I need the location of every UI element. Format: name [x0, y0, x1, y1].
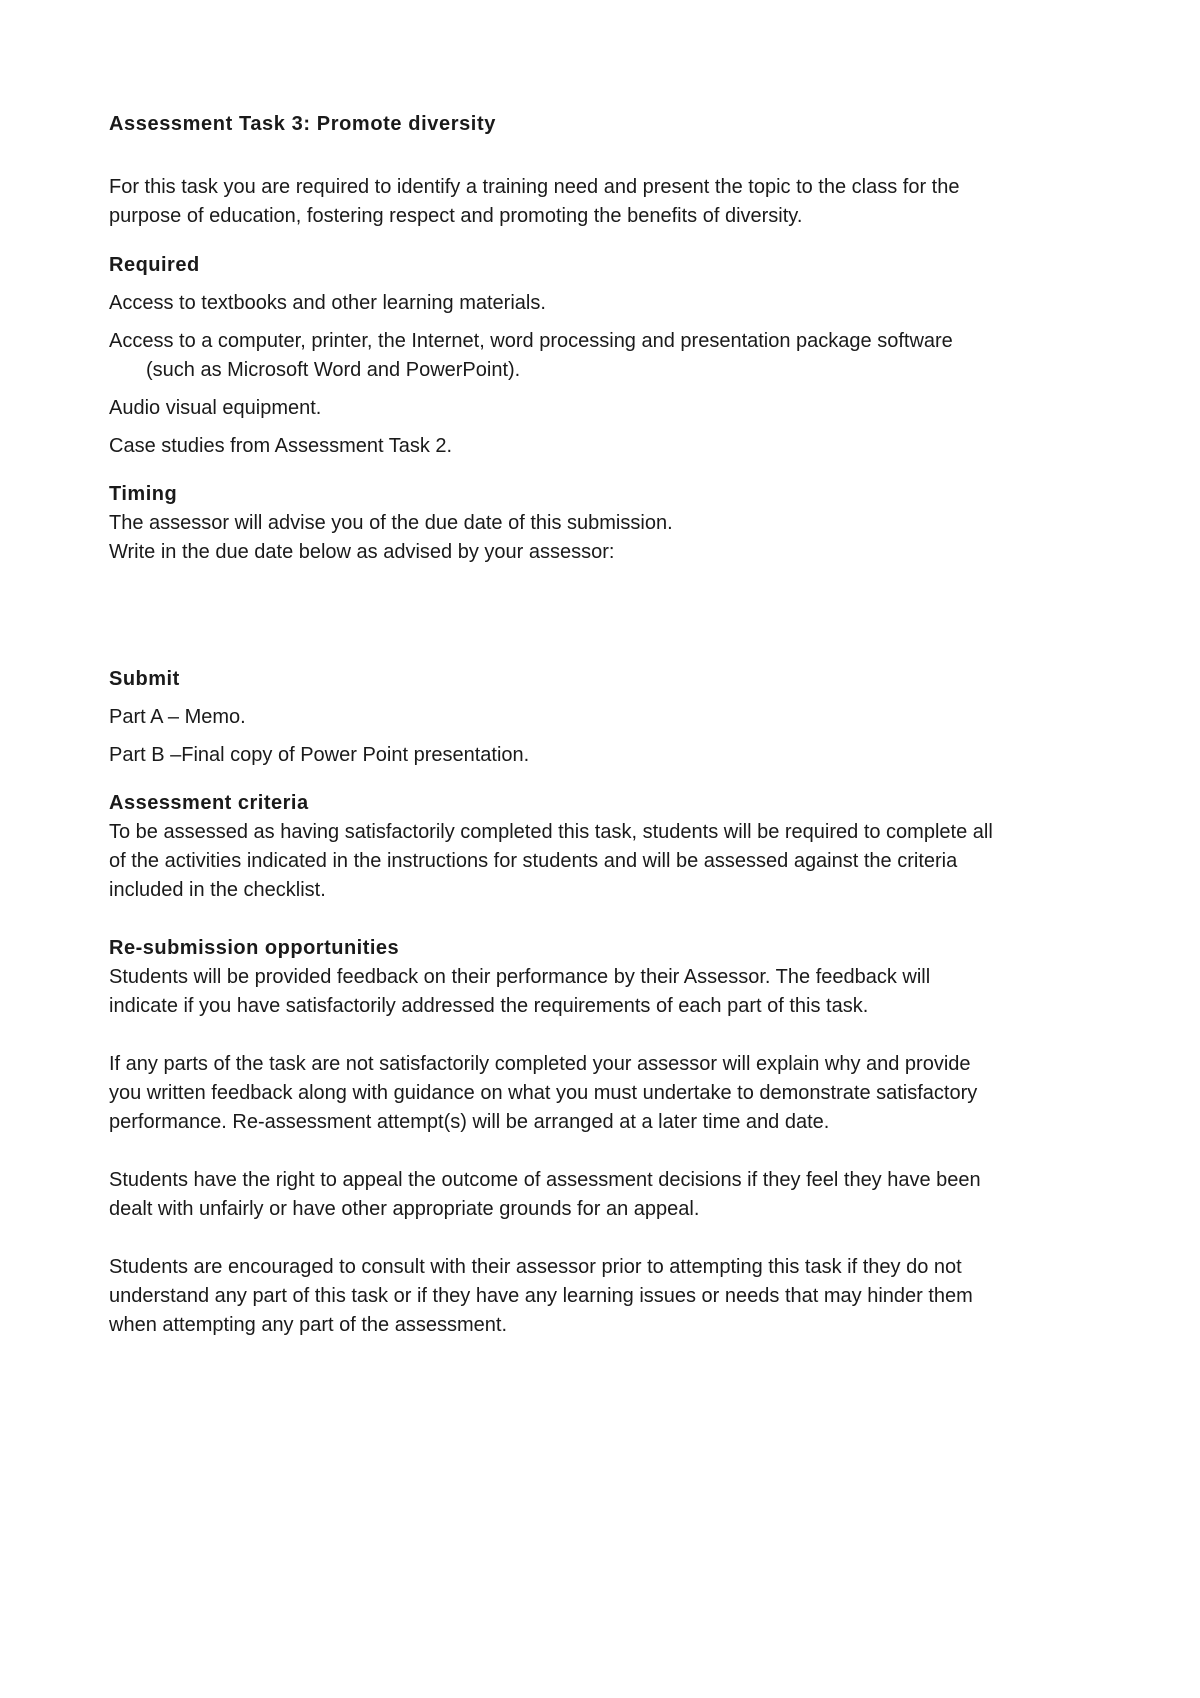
required-heading: Required	[109, 254, 200, 276]
intro-line: purpose of education, fostering respect and promoting the benefits of diversity.	[109, 205, 803, 227]
required-item: Case studies from Assessment Task 2.	[109, 435, 453, 457]
required-item	[109, 327, 1109, 385]
intro-line: For this task you are required to identify a training need and present the topic to the class for the	[109, 176, 960, 198]
resubmission-paragraph	[109, 1253, 1109, 1340]
paragraph-line: understand any part of this task or if they have any learning issues or needs that may hinder them	[109, 1285, 973, 1307]
criteria-line: To be assessed as having satisfactorily completed this task, students will be required to complete all	[109, 821, 993, 843]
timing-heading: Timing	[109, 483, 178, 505]
paragraph-line: Students have the right to appeal the outcome of assessment decisions if they feel they have been	[109, 1169, 981, 1191]
paragraph-line: performance. Re-assessment attempt(s) will be arranged at a later time and date.	[109, 1111, 830, 1133]
criteria-heading: Assessment criteria	[109, 792, 309, 814]
resubmission-heading: Re-submission opportunities	[109, 937, 400, 959]
page-title: Assessment Task 3: Promote diversity	[109, 113, 496, 135]
paragraph-line: indicate if you have satisfactorily addressed the requirements of each part of this task.	[109, 995, 869, 1017]
paragraph-line: you written feedback along with guidance on what you must undertake to demonstrate satisfactory	[109, 1082, 978, 1104]
resubmission-section	[109, 934, 1109, 1340]
timing-line: The assessor will advise you of the due date of this submission.	[109, 512, 673, 534]
required-item-continuation: (such as Microsoft Word and PowerPoint).	[146, 359, 521, 381]
resubmission-paragraph	[109, 1166, 1109, 1224]
document-content	[109, 110, 1109, 1340]
criteria-section	[109, 789, 1109, 905]
paragraph-line: when attempting any part of the assessment.	[109, 1314, 507, 1336]
paragraph-line: dealt with unfairly or have other appropriate grounds for an appeal.	[109, 1198, 700, 1220]
required-item: Access to textbooks and other learning materials.	[109, 292, 546, 314]
submit-item: Part A – Memo.	[109, 706, 246, 728]
timing-section	[109, 480, 1109, 567]
submit-heading: Submit	[109, 668, 180, 690]
required-item-text: Access to a computer, printer, the Internet, word processing and presentation package software	[109, 330, 953, 352]
paragraph-line: Students will be provided feedback on their performance by their Assessor. The feedback will	[109, 966, 931, 988]
timing-line: Write in the due date below as advised by your assessor:	[109, 541, 615, 563]
criteria-line: of the activities indicated in the instructions for students and will be assessed against the criteria	[109, 850, 958, 872]
required-item: Audio visual equipment.	[109, 397, 322, 419]
intro-paragraph	[109, 173, 1109, 231]
resubmission-paragraph	[109, 963, 1109, 1021]
paragraph-line: If any parts of the task are not satisfactorily completed your assessor will explain why and provide	[109, 1053, 971, 1075]
resubmission-paragraph	[109, 1050, 1109, 1137]
criteria-line: included in the checklist.	[109, 879, 326, 901]
paragraph-line: Students are encouraged to consult with their assessor prior to attempting this task if they do not	[109, 1256, 962, 1278]
submit-item: Part B –Final copy of Power Point presentation.	[109, 744, 530, 766]
